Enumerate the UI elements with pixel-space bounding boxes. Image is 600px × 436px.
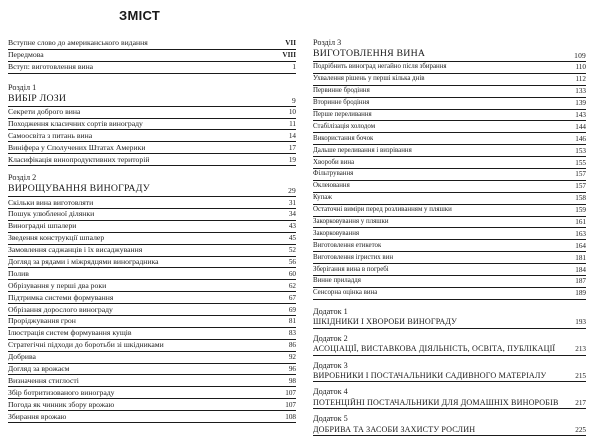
- toc-entry: [313, 121, 586, 133]
- toc-entry: [313, 98, 586, 110]
- appendix-header: Додаток 2: [313, 333, 348, 343]
- toc-entry-label: Збирання врожаю: [8, 411, 67, 421]
- appendix-header: Додаток 4: [313, 387, 348, 397]
- toc-entry-page: 107: [285, 400, 296, 409]
- toc-entry-label: Пошук улюбленої ділянки: [8, 209, 95, 219]
- section-title-page: 109: [574, 51, 586, 60]
- toc-entry-label: Винне приладдя: [313, 277, 361, 285]
- toc-entry-label: Виготовлення етикеток: [313, 241, 382, 249]
- toc-entry-page: 144: [575, 122, 586, 131]
- toc-entry-page: 96: [288, 364, 296, 373]
- toc-entry-label: Остаточні виміри перед розливанням у пляшки: [313, 206, 452, 214]
- toc-entry-label: Зберігання вина в погребі: [313, 265, 389, 273]
- toc-entry-label: Полив: [8, 268, 29, 278]
- toc-entry-label: Стабілізація холодом: [313, 122, 376, 130]
- appendix-entry: [313, 424, 586, 436]
- toc-entry-label: Дальше переливання і визрівання: [313, 146, 412, 154]
- toc-entry-label: ПОТЕНЦІЙНІ ПОСТАЧАЛЬНИКИ ДЛЯ ДОМАШНІХ ВИНОРОБІВ: [313, 397, 559, 407]
- toc-entry-label: Ілюстрація систем формування кущів: [8, 328, 132, 338]
- toc-entry-page: 158: [575, 194, 586, 203]
- appendix-entry: [313, 371, 586, 383]
- toc-entry-label: Ухвалення рішень у перші кілька днів: [313, 75, 425, 83]
- toc-entry-page: 139: [575, 99, 586, 108]
- toc-entry-page: 157: [575, 182, 586, 191]
- toc-entry-page: 155: [575, 158, 586, 167]
- toc-entry-label: ШКІДНИКИ І ХВОРОБИ ВИНОГРАДУ: [313, 317, 457, 327]
- toc-entry: [313, 252, 586, 264]
- toc-entry: [313, 264, 586, 276]
- toc-entry-label: Фільтрування: [313, 170, 354, 178]
- toc-entry: [313, 169, 586, 181]
- toc-entry-page: 187: [575, 277, 586, 286]
- section-title-page: 29: [288, 186, 296, 196]
- section-header: Розділ 2: [8, 173, 37, 183]
- appendix-entry: [313, 344, 586, 356]
- toc-entry-label: Секрети доброго вина: [8, 107, 81, 117]
- toc-entry: [8, 364, 296, 376]
- intro-entry: [8, 50, 296, 62]
- section-title-label: ВИБІР ЛОЗИ: [8, 92, 67, 104]
- section-title-label: ВИРОЩУВАННЯ ВИНОГРАДУ: [8, 183, 150, 195]
- toc-entry-page: 60: [288, 269, 296, 278]
- toc-entry-page: 164: [575, 241, 586, 250]
- toc-entry-page: VIII: [282, 51, 296, 60]
- toc-left-column: [8, 38, 296, 423]
- toc-entry-label: Виготовлення ігристих вин: [313, 253, 394, 261]
- appendix-header: Додаток 5: [313, 414, 348, 424]
- toc-entry-label: Догляд за врожаєм: [8, 363, 70, 373]
- toc-right-column: [313, 38, 586, 436]
- toc-entry-label: Добрива: [8, 352, 36, 362]
- toc-entry: [8, 209, 296, 221]
- toc-entry: [313, 228, 586, 240]
- toc-entry-page: 225: [575, 425, 586, 434]
- toc-entry-label: Погода як чинник збору врожаю: [8, 399, 115, 409]
- toc-entry-page: 146: [575, 134, 586, 143]
- toc-entry-page: 92: [288, 353, 296, 362]
- toc-entry: [313, 181, 586, 193]
- toc-entry-label: АСОЦІАЦІЇ, ВИСТАВКОВА ДІЯЛЬНІСТЬ, ОСВІТА, ПУБЛІКАЦІЇ: [313, 344, 556, 354]
- toc-entry-page: 184: [575, 265, 586, 274]
- toc-entry-page: 67: [288, 293, 296, 302]
- toc-entry-label: Закорковування у пляшки: [313, 217, 389, 225]
- toc-entry: [313, 86, 586, 98]
- toc-entry-label: Підтримка системи формування: [8, 292, 114, 302]
- toc-entry-page: 161: [575, 217, 586, 226]
- toc-entry: [8, 411, 296, 423]
- section-title-label: ВИГОТОВЛЕННЯ ВИНА: [313, 48, 426, 59]
- toc-entry: [313, 110, 586, 122]
- toc-entry: [313, 276, 586, 288]
- toc-entry: [8, 257, 296, 269]
- section-header: Розділ 1: [8, 82, 37, 92]
- toc-entry-page: 45: [288, 234, 296, 243]
- toc-entry-page: 159: [575, 206, 586, 215]
- appendix-header: Додаток 3: [313, 360, 348, 370]
- toc-entry-page: 213: [575, 345, 586, 354]
- section-title: [313, 48, 586, 62]
- toc-entry-page: VII: [285, 39, 296, 48]
- section-title-page: 9: [292, 95, 296, 105]
- section-title: [8, 93, 296, 107]
- toc-entry-label: ВИРОБНИКИ І ПОСТАЧАЛЬНИКИ САДИВНОГО МАТЕРІАЛУ: [313, 370, 547, 380]
- toc-entry-label: Перше переливання: [313, 110, 372, 118]
- toc-entry: [8, 107, 296, 119]
- toc-entry-page: 133: [575, 87, 586, 96]
- toc-entry: [313, 240, 586, 252]
- toc-entry-page: 107: [285, 388, 296, 397]
- toc-entry: [313, 157, 586, 169]
- toc-entry-label: Збір ботритизованого винограду: [8, 387, 115, 397]
- toc-entry-page: 56: [288, 257, 296, 266]
- toc-entry: [313, 193, 586, 205]
- toc-entry-page: 52: [288, 246, 296, 255]
- toc-entry: [313, 205, 586, 217]
- toc-entry-label: Вступне слово до американського видання: [8, 38, 148, 48]
- intro-entry: [8, 62, 296, 74]
- toc-entry-label: Визначення стиглості: [8, 375, 79, 385]
- toc-entry-page: 189: [575, 289, 586, 298]
- toc-entry-label: Сенсорна оцінка вина: [313, 289, 378, 297]
- toc-entry: [8, 268, 296, 280]
- toc-entry-page: 112: [575, 75, 586, 84]
- toc-entry: [313, 74, 586, 86]
- toc-entry: [8, 375, 296, 387]
- toc-entry-label: Виноградні шпалери: [8, 221, 77, 231]
- toc-entry: [8, 387, 296, 399]
- toc-entry-page: 98: [288, 376, 296, 385]
- toc-entry-label: Використання бочок: [313, 134, 374, 142]
- toc-entry: [313, 217, 586, 229]
- toc-entry-page: 14: [288, 131, 296, 140]
- toc-entry-page: 81: [288, 317, 296, 326]
- toc-entry-label: Зведення конструкції шпалер: [8, 233, 105, 243]
- toc-entry: [313, 62, 586, 74]
- toc-entry: [8, 221, 296, 233]
- toc-entry-label: Закорковування: [313, 229, 360, 237]
- section-3: [313, 38, 586, 300]
- toc-entry-label: Самоосвіта з питань вина: [8, 130, 93, 140]
- page-title: ЗМІСТ: [119, 8, 161, 23]
- toc-entry-label: Вторинне бродіння: [313, 99, 370, 107]
- toc-entry: [8, 245, 296, 257]
- toc-entry-label: Подрібнить виноград негайно після збирання: [313, 63, 447, 71]
- toc-entry-page: 17: [288, 143, 296, 152]
- toc-entry-page: 1: [292, 63, 296, 72]
- toc-entry-label: Хвороби вина: [313, 158, 355, 166]
- toc-entry: [8, 292, 296, 304]
- toc-entry-label: Походження класичних сортів винограду: [8, 118, 143, 128]
- section-1: [8, 83, 296, 166]
- toc-entry-page: 217: [575, 398, 586, 407]
- toc-entry-label: Купаж: [313, 194, 333, 202]
- toc-entry-label: Первинне бродіння: [313, 87, 370, 95]
- section-header: Розділ 3: [313, 38, 342, 47]
- toc-entry: [8, 142, 296, 154]
- toc-entry: [8, 304, 296, 316]
- toc-entry-label: Обрізання дорослого винограду: [8, 304, 113, 314]
- toc-entry: [8, 154, 296, 166]
- toc-entry-page: 69: [288, 305, 296, 314]
- toc-entry-label: Класифікація винопродуктивних територій: [8, 154, 150, 164]
- toc-entry-page: 11: [289, 119, 296, 128]
- toc-entry-label: Замовлення саджанців і їх висаджування: [8, 245, 143, 255]
- toc-entry: [8, 340, 296, 352]
- toc-entry-page: 10: [288, 108, 296, 117]
- appendix-entry: [313, 317, 586, 329]
- toc-entry: [8, 280, 296, 292]
- toc-entry: [8, 119, 296, 131]
- toc-entry-page: 43: [288, 222, 296, 231]
- toc-entry-page: 86: [288, 341, 296, 350]
- toc-entry-label: Стратегічні підходи до боротьби зі шкідниками: [8, 340, 164, 350]
- toc-entry-page: 153: [575, 146, 586, 155]
- toc-entry: [313, 288, 586, 300]
- toc-entry-label: Обрізування у перші два роки: [8, 280, 107, 290]
- toc-entry-page: 34: [288, 210, 296, 219]
- toc-entry-label: Передмова: [8, 50, 44, 60]
- toc-entry-label: Догляд за рядами і міжрядцями виноградника: [8, 256, 159, 266]
- toc-entry-label: Вступ: виготовлення вина: [8, 62, 94, 72]
- toc-entry: [8, 352, 296, 364]
- toc-entry-page: 157: [575, 170, 586, 179]
- toc-entry-page: 215: [575, 371, 586, 380]
- toc-entry-label: Виніфера у Сполучених Штатах Америки: [8, 142, 146, 152]
- toc-entry-page: 163: [575, 229, 586, 238]
- toc-entry-page: 110: [575, 63, 586, 72]
- toc-entry-page: 31: [288, 198, 296, 207]
- toc-entry-page: 83: [288, 329, 296, 338]
- toc-entry-page: 143: [575, 110, 586, 119]
- appendix-list: [313, 307, 586, 436]
- toc-entry-page: 62: [288, 281, 296, 290]
- toc-entry: [313, 145, 586, 157]
- appendix-entry: [313, 397, 586, 409]
- toc-entry-label: Скільки вина виготовляти: [8, 197, 94, 207]
- toc-entry-label: Проріджування грон: [8, 316, 76, 326]
- toc-entry: [8, 399, 296, 411]
- intro-entry: [8, 38, 296, 50]
- section-2: [8, 173, 296, 423]
- section-title: [8, 183, 296, 197]
- toc-entry: [8, 130, 296, 142]
- toc-entry: [8, 197, 296, 209]
- toc-entry-page: 181: [575, 253, 586, 262]
- toc-entry-label: Оклеювання: [313, 182, 350, 190]
- toc-entry: [8, 316, 296, 328]
- intro-list: [8, 38, 296, 74]
- toc-entry-page: 193: [575, 318, 586, 327]
- toc-entry: [313, 133, 586, 145]
- toc-entry-page: 19: [288, 155, 296, 164]
- toc-entry-label: ДОБРИВА ТА ЗАСОБИ ЗАХИСТУ РОСЛИН: [313, 424, 476, 434]
- toc-entry: [8, 233, 296, 245]
- toc-entry-page: 108: [285, 412, 296, 421]
- appendix-header: Додаток 1: [313, 306, 348, 316]
- toc-entry: [8, 328, 296, 340]
